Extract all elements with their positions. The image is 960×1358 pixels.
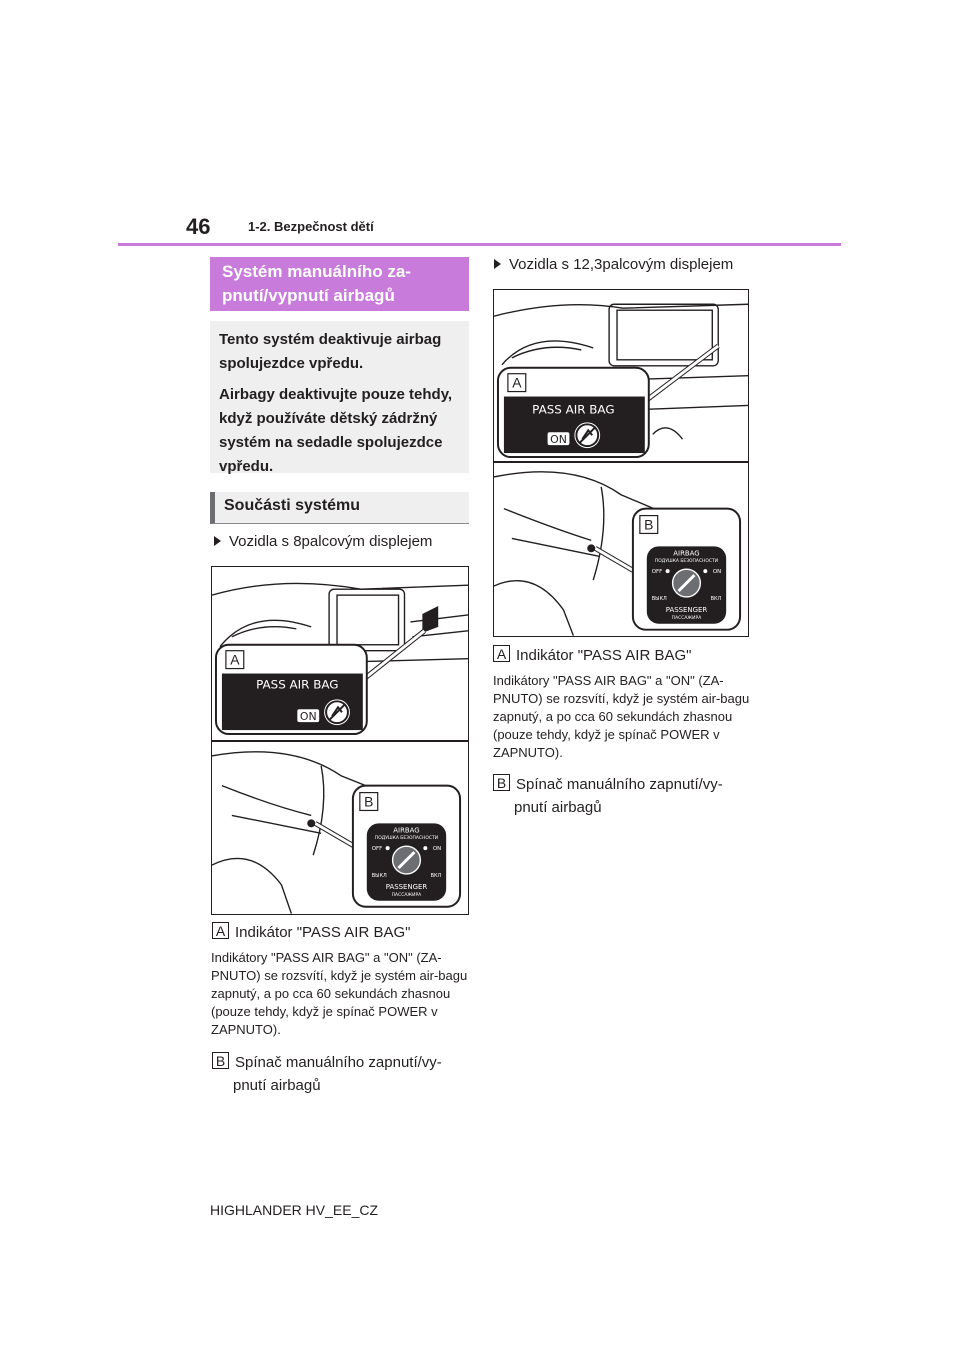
switch-on-ru-12in: ВКЛ bbox=[710, 595, 722, 602]
switch-passenger-12in: PASSENGER bbox=[665, 605, 708, 614]
subheading: Součásti systému bbox=[210, 492, 469, 524]
switch-off-8in: OFF bbox=[371, 846, 383, 853]
figure-8in-display bbox=[211, 566, 469, 915]
figure-12in-display bbox=[493, 289, 749, 637]
callout-b-12in: B bbox=[644, 516, 654, 533]
item-b-line1-12in: Spínač manuálního zapnutí/vy- bbox=[516, 776, 723, 793]
callout-a-12in: A bbox=[512, 374, 522, 391]
label-a-box: A bbox=[493, 645, 510, 662]
indicator-on-8in: ON bbox=[299, 710, 317, 724]
dashboard-illustration-12in bbox=[494, 290, 748, 636]
section-banner bbox=[210, 257, 469, 311]
switch-passenger-ru-12in: ПАССАЖИРА bbox=[671, 615, 702, 621]
item-a-8in bbox=[212, 922, 410, 941]
switch-off-ru-8in: ВЫКЛ bbox=[371, 872, 387, 879]
item-a-body-12in: Indikátory "PASS AIR BAG" a "ON" (ZA-PNUTO) se rozsvítí, když je systém air-bagu zapnutý, a po cca 60 sekundách zhasnou (pouze tehdy, když je spínač POWER v ZAPNUTO). bbox=[493, 673, 750, 760]
bullet-triangle-icon bbox=[494, 259, 501, 269]
bullet-triangle-icon bbox=[214, 536, 221, 546]
item-b-8in bbox=[212, 1051, 470, 1097]
section-title: 1-2. Bezpečnost dětí bbox=[248, 219, 374, 234]
indicator-text-8in: PASS AIR BAG bbox=[256, 677, 339, 692]
switch-airbag-ru-8in: ПОДУШКА БЕЗОПАСНОСТИ bbox=[374, 836, 439, 842]
switch-off-ru-12in: ВЫКЛ bbox=[651, 595, 667, 602]
bullet-12in-label: Vozidla s 12,3palcovým displejem bbox=[509, 256, 734, 273]
switch-airbag-ru-12in: ПОДУШКА БЕЗОПАСНОСТИ bbox=[654, 559, 719, 565]
banner-line-2: pnutí/vypnutí airbagů bbox=[222, 286, 395, 305]
item-b-line1-8in: Spínač manuálního zapnutí/vy- bbox=[235, 1054, 442, 1071]
intro-note-box bbox=[210, 321, 469, 473]
airbag-off-icon bbox=[574, 422, 600, 448]
item-a-12in bbox=[493, 645, 691, 664]
item-b-12in bbox=[493, 773, 751, 819]
switch-airbag-12in: AIRBAG bbox=[673, 549, 700, 558]
bullet-12in bbox=[494, 256, 733, 273]
bullet-8in-label: Vozidla s 8palcovým displejem bbox=[229, 533, 433, 550]
switch-off-12in: OFF bbox=[651, 569, 663, 576]
indicator-text-12in: PASS AIR BAG bbox=[532, 402, 615, 417]
banner-line-1: Systém manuálního za- bbox=[222, 262, 411, 281]
footer-model: HIGHLANDER HV_EE_CZ bbox=[210, 1202, 379, 1218]
label-a-box: A bbox=[212, 922, 229, 939]
item-a-title-8in: Indikátor "PASS AIR BAG" bbox=[235, 924, 411, 941]
item-a-body-8in: Indikátory "PASS AIR BAG" a "ON" (ZA-PNUTO) se rozsvítí, když je systém air-bagu zapnutý, a po cca 60 sekundách zhasnou (pouze tehdy, když je spínač POWER v ZAPNUTO). bbox=[211, 950, 468, 1037]
page-number: 46 bbox=[186, 214, 211, 239]
switch-airbag-8in: AIRBAG bbox=[393, 826, 420, 835]
switch-on-8in: ON bbox=[432, 846, 442, 853]
item-a-title-12in: Indikátor "PASS AIR BAG" bbox=[516, 647, 692, 664]
dashboard-illustration-8in bbox=[212, 567, 468, 914]
indicator-on-12in: ON bbox=[550, 433, 567, 447]
item-b-line2-8in: pnutí airbagů bbox=[233, 1077, 321, 1094]
bullet-8in bbox=[214, 533, 432, 550]
airbag-off-icon bbox=[324, 699, 350, 725]
switch-on-ru-8in: ВКЛ bbox=[430, 872, 442, 879]
callout-b-8in: B bbox=[364, 793, 374, 810]
header-rule bbox=[118, 243, 841, 246]
item-b-line2-12in: pnutí airbagů bbox=[514, 799, 602, 816]
label-b-box: B bbox=[493, 774, 510, 791]
switch-passenger-ru-8in: ПАССАЖИРА bbox=[391, 892, 422, 898]
intro-note-2: Airbagy deaktivujte pouze tehdy, když používáte dětský zádržný systém na sedadle spolujezdce vpředu. bbox=[219, 386, 453, 475]
switch-passenger-8in: PASSENGER bbox=[385, 882, 428, 891]
switch-on-12in: ON bbox=[712, 569, 722, 576]
label-b-box: B bbox=[212, 1052, 229, 1069]
intro-note-1: Tento systém deaktivuje airbag spolujezdce vpředu. bbox=[219, 331, 442, 372]
callout-a-8in: A bbox=[230, 651, 240, 668]
